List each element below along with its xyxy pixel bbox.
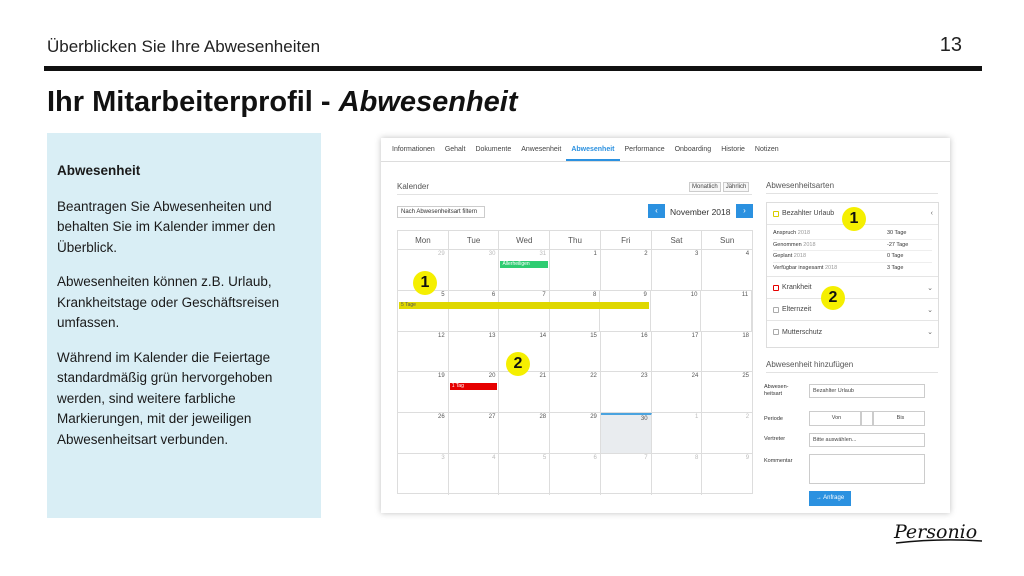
day-number: 11 (741, 291, 749, 298)
tab-abwesenheit[interactable]: Abwesenheit (566, 138, 619, 161)
calendar-day[interactable] (702, 454, 752, 495)
calendar-day[interactable] (550, 372, 601, 412)
sick-event[interactable]: 1 Tag (450, 383, 498, 390)
day-number: 2 (745, 414, 750, 421)
comment-textarea[interactable] (809, 454, 925, 484)
calendar-day[interactable] (398, 291, 449, 331)
weekday-label: Fri (601, 231, 652, 249)
day-number: 28 (539, 414, 547, 421)
calendar-day[interactable] (449, 454, 500, 495)
calendar-day[interactable] (550, 332, 601, 372)
chevron-down-icon: ⌄ (927, 306, 933, 314)
callout-badge-2: 2 (506, 352, 530, 376)
balance-label: Geplant (773, 253, 793, 259)
day-number: 5 (441, 291, 445, 298)
day-number: 14 (539, 332, 547, 339)
day-number: 18 (742, 332, 750, 339)
title-main: Ihr Mitarbeiterprofil - (47, 86, 339, 118)
day-number: 16 (640, 332, 648, 339)
calendar-day[interactable] (550, 413, 601, 453)
calendar-day[interactable] (398, 332, 449, 372)
calendar-icon (773, 211, 779, 217)
day-number: 9 (745, 454, 750, 461)
weekday-label: Sun (720, 236, 735, 245)
absence-type-label: Elternzeit (782, 306, 812, 313)
calendar-week (398, 332, 752, 373)
calendar-day[interactable] (652, 454, 703, 495)
prev-month-button[interactable]: ‹ (648, 204, 665, 218)
divider (766, 372, 938, 373)
calendar-day[interactable] (601, 250, 652, 290)
chevron-down-icon: ⌄ (927, 329, 933, 336)
period-label: Periode (764, 416, 783, 422)
tab-anwesenheit[interactable]: Anwesenheit (521, 146, 562, 153)
weekday-header (398, 231, 752, 250)
tab-gehalt[interactable]: Gehalt (444, 146, 466, 153)
weekday-label: Mon (398, 231, 449, 249)
slide-title (47, 86, 518, 119)
tab-historie[interactable]: Historie (721, 146, 745, 153)
period-to-input[interactable]: Bis (873, 411, 925, 426)
calendar-day[interactable] (600, 291, 651, 331)
balance-year: 2018 (803, 241, 816, 248)
balance-row (773, 263, 932, 275)
calendar-day[interactable] (652, 372, 703, 412)
calendar-day[interactable] (449, 372, 500, 412)
calendar-day[interactable] (449, 413, 500, 453)
day-number: 27 (488, 414, 496, 421)
add-absence-heading: Abwesenheit hinzufügen (766, 360, 854, 369)
day-number: 6 (593, 454, 597, 461)
calendar-day[interactable] (499, 454, 550, 495)
calendar-day[interactable] (499, 372, 550, 412)
day-number: 6 (491, 291, 496, 298)
calendar-day[interactable] (449, 291, 500, 331)
slide-subtitle: Überblicken Sie Ihre Abwesenheiten (47, 37, 321, 56)
day-number: 29 (438, 251, 445, 257)
balance-year: 2018 (797, 230, 811, 236)
calendar-day[interactable] (499, 413, 550, 453)
day-number: 21 (539, 373, 547, 380)
yearly-toggle[interactable]: Jährlich (723, 182, 750, 192)
day-number: 8 (694, 454, 699, 461)
day-number: 30 (488, 251, 496, 257)
header-rule (44, 66, 982, 71)
calendar-week (398, 250, 752, 291)
deputy-label: Vertreter (764, 436, 786, 442)
next-month-button[interactable]: › (736, 204, 753, 218)
calendar-week (398, 413, 752, 454)
chevron-left-icon: ‹ (930, 210, 933, 217)
day-number: 3 (694, 251, 699, 257)
day-number: 12 (438, 332, 445, 339)
day-number: 25 (742, 373, 750, 380)
info-heading: Abwesenheit (57, 163, 141, 178)
day-number: 26 (438, 414, 445, 421)
day-number: 1 (694, 414, 699, 421)
day-number: 10 (690, 291, 698, 298)
absence-filter-select[interactable]: Nach Abwesenheitsart filtern (397, 206, 485, 218)
tab-onboarding[interactable]: Onboarding (674, 146, 712, 153)
absence-type-sick[interactable] (767, 277, 938, 299)
monthly-toggle[interactable]: Monatlich (689, 182, 721, 192)
calendar-day[interactable] (550, 291, 601, 331)
info-paragraph: Beantragen Sie Abwesenheiten und behalten Sie im Kalender immer den Überblick. (57, 198, 276, 255)
personio-logo (890, 512, 990, 552)
page-number: 13 (939, 34, 962, 56)
calendar-day[interactable] (550, 250, 601, 290)
tab-dokumente[interactable]: Dokumente (475, 146, 512, 153)
calendar-heading: Kalender (397, 182, 430, 191)
calendar-day[interactable] (702, 332, 752, 372)
balance-year: 2018 (824, 264, 838, 271)
day-number: 17 (691, 332, 699, 339)
calendar-icon (773, 307, 779, 313)
absence-balance-table (767, 225, 938, 277)
callout-badge-2: 2 (821, 286, 845, 310)
day-number: 5 (542, 454, 547, 461)
calendar-day[interactable] (601, 332, 652, 372)
calendar-day[interactable] (702, 413, 752, 453)
day-number: 15 (590, 332, 597, 339)
calendar-week (398, 291, 752, 332)
calendar-day[interactable] (701, 291, 752, 331)
divider (397, 194, 752, 195)
weekday-label: Thu (550, 231, 601, 249)
calendar-day[interactable] (651, 291, 702, 331)
balance-value: 0 Tage (887, 253, 904, 259)
calendar-icon (773, 285, 779, 291)
day-number: 24 (691, 373, 699, 380)
calendar-day[interactable] (702, 250, 752, 290)
tab-notizen[interactable]: Notizen (754, 146, 779, 153)
day-number: 23 (640, 373, 648, 380)
calendar-day-today[interactable] (601, 413, 652, 453)
day-number: 3 (441, 454, 445, 461)
weekday-label: Sat (652, 231, 703, 249)
info-paragraph: Während im Kalender die Feiertage standardmäßig grün hervorgehoben werden, sind weitere farbliche Markierungen, mit der jeweiligen Abwesenheitsart verbunden. (57, 349, 273, 447)
weekday-label: Tue (449, 231, 500, 249)
absence-types-heading: Abwesenheitsarten (766, 181, 835, 190)
calendar-day[interactable] (652, 332, 703, 372)
day-number: 7 (644, 454, 648, 461)
submit-request-button[interactable]: → Anfrage (809, 491, 851, 506)
calendar-day[interactable] (652, 413, 703, 453)
profile-tabs (381, 138, 950, 162)
calendar-grid (397, 230, 753, 494)
info-panel (47, 133, 321, 518)
balance-label: Genommen (773, 241, 802, 248)
balance-value: 30 Tage (887, 230, 907, 236)
day-number: 13 (488, 332, 496, 339)
period-separator (861, 411, 873, 426)
calendar-day[interactable] (398, 454, 449, 495)
absence-type-maternity[interactable] (767, 321, 938, 343)
balance-label: Verfügbar insgesamt (773, 264, 824, 271)
balance-row (773, 240, 932, 252)
absence-type-field-label: Abwesen-heitsart (764, 384, 789, 397)
calendar-day[interactable] (499, 250, 550, 290)
period-from-input[interactable]: Von (809, 411, 861, 426)
day-number: 4 (492, 454, 496, 461)
callout-badge-1: 1 (842, 207, 866, 231)
day-number: 29 (590, 414, 597, 421)
day-number: 31 (539, 251, 547, 257)
day-number: 7 (542, 291, 546, 298)
vacation-event[interactable]: 5 Tage (399, 302, 649, 309)
logo-text: Personio (894, 521, 978, 543)
absence-type-label: Krankheit (782, 284, 812, 291)
day-number: 19 (438, 373, 445, 380)
day-number: 20 (488, 373, 496, 380)
callout-badge-1: 1 (413, 271, 437, 295)
tab-performance[interactable]: Performance (624, 146, 665, 153)
comment-label: Kommentar (764, 458, 793, 464)
deputy-select[interactable]: Bitte auswählen... (809, 433, 925, 447)
divider (766, 193, 938, 194)
tab-informationen[interactable]: Informationen (392, 146, 435, 153)
day-number: 4 (745, 251, 750, 257)
holiday-event[interactable]: Allerheiligen (500, 261, 548, 268)
day-number: 9 (643, 291, 647, 298)
day-number: 1 (593, 251, 597, 257)
calendar-day[interactable] (449, 250, 500, 290)
day-number: 30 (640, 416, 648, 423)
calendar-day[interactable] (499, 291, 550, 331)
title-emphasis: Abwesenheit (338, 86, 518, 118)
absence-type-label: Mutterschutz (782, 328, 823, 336)
calendar-day[interactable] (449, 332, 500, 372)
calendar-week (398, 454, 752, 495)
absence-type-label: Bezahlter Urlaub (782, 210, 835, 217)
calendar-day[interactable] (398, 413, 449, 453)
calendar-icon (773, 329, 779, 335)
calendar-day[interactable] (652, 250, 703, 290)
calendar-day[interactable] (601, 454, 652, 495)
balance-value: -27 Tage (887, 241, 909, 248)
day-number: 8 (592, 291, 597, 298)
absence-type-parental[interactable] (767, 299, 938, 321)
calendar-week (398, 372, 752, 413)
balance-label: Anspruch (773, 230, 797, 236)
weekday-label: Wed (499, 231, 550, 249)
absence-type-select[interactable]: Bezahlter Urlaub (809, 384, 925, 398)
calendar-day[interactable] (601, 372, 652, 412)
day-number: 2 (644, 251, 648, 257)
month-label: November 2018 (670, 207, 731, 217)
chevron-down-icon: ⌄ (927, 284, 933, 292)
view-toggle (689, 182, 749, 192)
calendar-day[interactable] (550, 454, 601, 495)
info-paragraph: Abwesenheiten können z.B. Urlaub, Krankheitstage oder Geschäftsreisen umfassen. (57, 274, 280, 330)
balance-row (773, 251, 932, 263)
day-number: 22 (590, 373, 597, 380)
balance-value: 3 Tage (887, 264, 904, 271)
calendar-day[interactable] (702, 372, 752, 412)
app-screenshot (381, 138, 950, 513)
calendar-day[interactable] (398, 372, 449, 412)
balance-year: 2018 (793, 253, 807, 259)
